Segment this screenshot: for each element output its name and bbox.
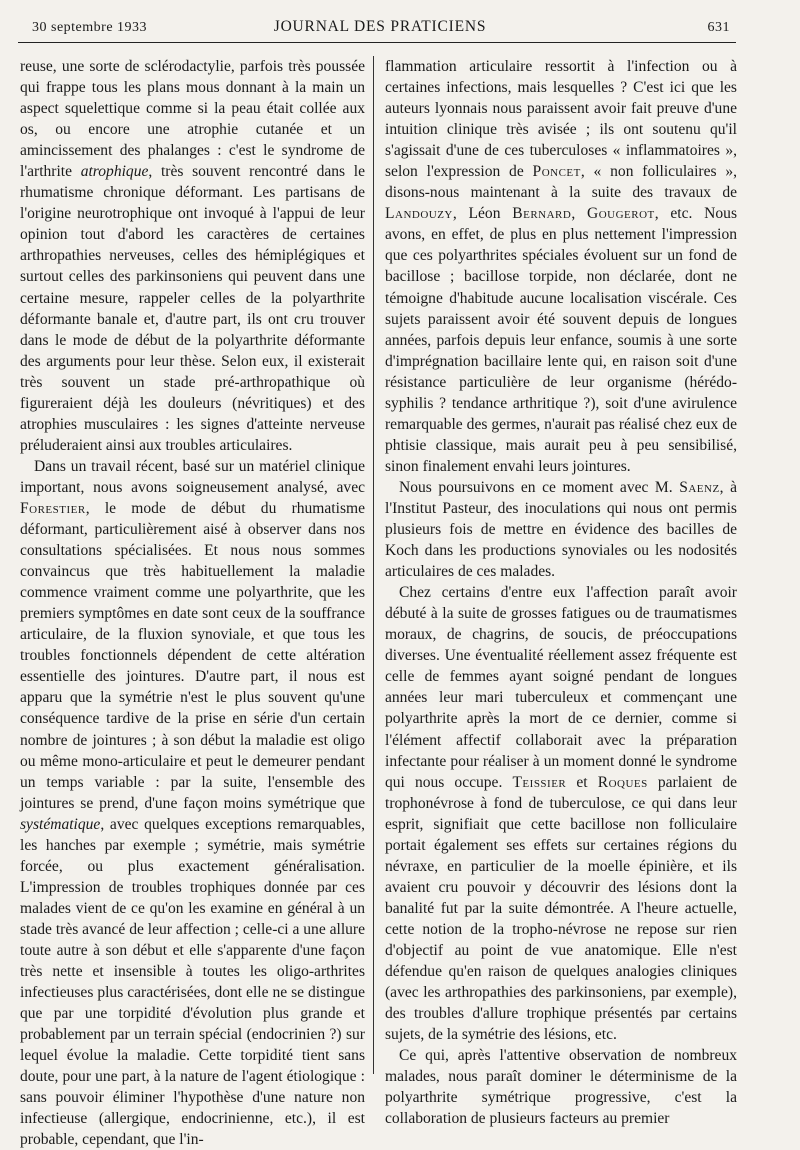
header-rule	[18, 42, 736, 43]
italic-term: atrophique	[80, 163, 149, 181]
text-run: Nous poursuivons en ce moment avec M.	[399, 478, 680, 496]
right-column	[385, 56, 737, 1129]
right-paragraph-1	[385, 56, 737, 477]
author-name: Roques	[597, 773, 648, 791]
author-name: Poncet	[532, 163, 581, 181]
column-divider	[373, 56, 374, 1074]
text-run: Chez certains d'entre eux l'affection paraît avoir débuté à la suite de grosses fatigues ou de traumatismes moraux, de chagrins, de soucis, de préoccupations diverses. Une éventualité réellement assez fréquente est celle de femmes ayant soigné pendant de longues années leur mari tuberculeux et commençant une polyarthrite après la mort de ce dernier, comme si l'élément affectif collaborait avec la préparation infectante pour réaliser à un moment donné le syndrome qui nous occupe.	[385, 584, 737, 791]
text-run: , avec quelques exceptions remarquables, les hanches par exemple ; symétrie, mais symétrie forcée, ou plus exactement généralisation. L'impression de troubles trophiques donnée par ces malades vient de ce qu'on les examine en général à un stade très avancé de leur affection ; celle-ci a une allure toute autre à son début et elle s'apparente d'une façon très nette et insensible à toutes les oligo-arthrites infectieuses plus caractérisées, dont elle ne se distingue que par une torpidité d'évolution plus grande et probablement par un terrain spécial (endocrinien ?) sur lequel évolue la maladie. Cette torpidité tient sans doute, pour une part, à la nature de l'agent étiologique : sans pouvoir éliminer l'hypothèse d'une nature non infectieuse (allergique, endocrinienne, etc.), il est probable, cependant, que l'in-	[20, 815, 366, 1149]
author-name: Saenz	[679, 478, 720, 496]
author-name: Teissier	[512, 773, 567, 791]
text-run: , très souvent rencontré dans le rhumatisme chronique déformant. Les partisans de l'origine neurotrophique ont invoqué à l'appui de leur opinion tout d'abord les caractères de certaines arthropathies nerveuses, celles des hémiplégiques et surtout celles des parkinsoniens qui peuvent dans une certaine mesure, rappeler celles de la polyarthrite déformante banale et, d'autre part, ils ont cru trouver dans le mode de début de la polyarthrite déformante des arguments pour leur thèse. Selon eux, il existerait très souvent un stade pré-arthropathique où figureraient déjà les douleurs (névritiques) et des atrophies musculaires : les signes d'atteinte nerveuse préluderaient ainsi aux troubles articulaires.	[20, 163, 365, 454]
text-run: flammation articulaire ressortit à l'infection ou à certaines infections, mais lesquelles ? C'est ici que les auteurs lyonnais nous paraissent avoir fait preuve d'une intuition clinique très avisée ; ils ont soutenu qu'il s'agissait d'une de ces tuberculoses « inflammatoires », selon l'expression de	[385, 58, 737, 181]
author-name: Landouzy	[385, 205, 453, 223]
text-run: , etc. Nous avons, en effet, de plus en plus nettement l'impression que ces polyarthrites spéciales évoluent sur un fond de bacillose ; bacillose torpide, non déclarée, dont ne témoigne d'habitude aucune localisation viscérale. Ces sujets paraissent avoir été souvent depuis de longues années, parfois depuis leur enfance, soumis à une sorte d'imprégnation bacillaire lente qui, en raison soit d'une résistance particulière de leur organisme (hérédo-syphilis ? tendance arthritique ?), soit d'une avirulence remarquable des germes, n'aurait pas réalisé chez eux de phtisie classique, mais aurait peu à peu sensibilisé, sinon finalement envahi leurs jointures.	[385, 205, 737, 475]
text-run: , le mode de début du rhumatisme déformant, particulièrement aisé à observer dans nos consultations spécialisées. Et nous nous sommes convaincus que très habituellement la maladie commence vraiment comme une polyarthrite, que les premiers symptômes en date sont ceux de la souffrance articulaire, de la fluxion synoviale, et que tous les troubles fonctionnels dépendent de cette altération essentielle des jointures. D'autre part, il nous est apparu que la symétrie n'est le plus souvent qu'une conséquence tardive de la prise en série d'un certain nombre de jointures ; à son début la maladie est oligo ou même mono-articulaire et peut le demeurer pendant un temps variable : par la suite, l'ensemble des jointures se prend, d'une façon moins symétrique que	[20, 499, 365, 812]
text-run: ,	[571, 205, 587, 223]
italic-term: systématique	[20, 815, 101, 833]
running-header	[30, 18, 730, 40]
right-paragraph-2	[385, 477, 737, 582]
author-name: Gougerot	[586, 205, 655, 223]
author-name: Bernard	[512, 205, 572, 223]
journal-title: JOURNAL DES PRATICIENS	[273, 18, 487, 35]
author-name: Forestier	[20, 499, 86, 517]
header-date: 30 septembre 1933	[32, 20, 148, 35]
page-number: 631	[707, 20, 730, 35]
left-paragraph-2	[20, 456, 365, 1150]
text-run: , « non folliculaires », disons-nous maintenant à la suite des travaux de	[385, 163, 737, 202]
right-paragraph-3	[385, 582, 737, 1045]
left-column	[20, 56, 365, 1150]
text-run: , à l'Institut Pasteur, des inoculations qui nous ont permis plusieurs fois de mettre en évidence des bacilles de Koch dans les productions synoviales ou les nodosités articulaires de ces malades.	[385, 478, 737, 581]
right-paragraph-4: Ce qui, après l'attentive observation de nombreux malades, nous paraît dominer le déterminisme de la polyarthrite symétrique progressive, c'est la collaboration de plusieurs facteurs au premier	[385, 1047, 737, 1128]
text-run: , Léon	[452, 205, 513, 223]
text-run: Dans un travail récent, basé sur un matériel clinique important, nous avons soigneusement analysé, avec	[20, 457, 365, 496]
text-run: parlaient de trophonévrose à fond de tuberculose, ce qui dans leur esprit, signifiait que cette bacillose non folliculaire portait également ses effets sur certaines régions du névraxe, en particulier de la moelle épinière, et ils avaient cru pouvoir y découvrir des lésions dont la banalité fut par la suite démontrée. A l'heure actuelle, cette notion de la tropho-névrose ne repose sur rien d'objectif au point de vue anatomique. Elle n'est défendue qu'en raison de quelques analogies cliniques (avec les arthropathies des parkinsoniens, par exemple), des troubles d'allure trophique présentés par certains sujets, de la symétrie des lésions, etc.	[385, 773, 737, 1044]
text-run: reuse, une sorte de sclérodactylie, parfois très poussée qui frappe tous les plans mous donnant à la main un aspect squelettique comme si la peau était collée aux os, ou encore une atrophie cutanée et un amincissement des phalanges : c'est le syndrome de l'arthrite	[20, 58, 365, 181]
text-run: et	[566, 773, 598, 791]
left-paragraph-1	[20, 56, 365, 456]
